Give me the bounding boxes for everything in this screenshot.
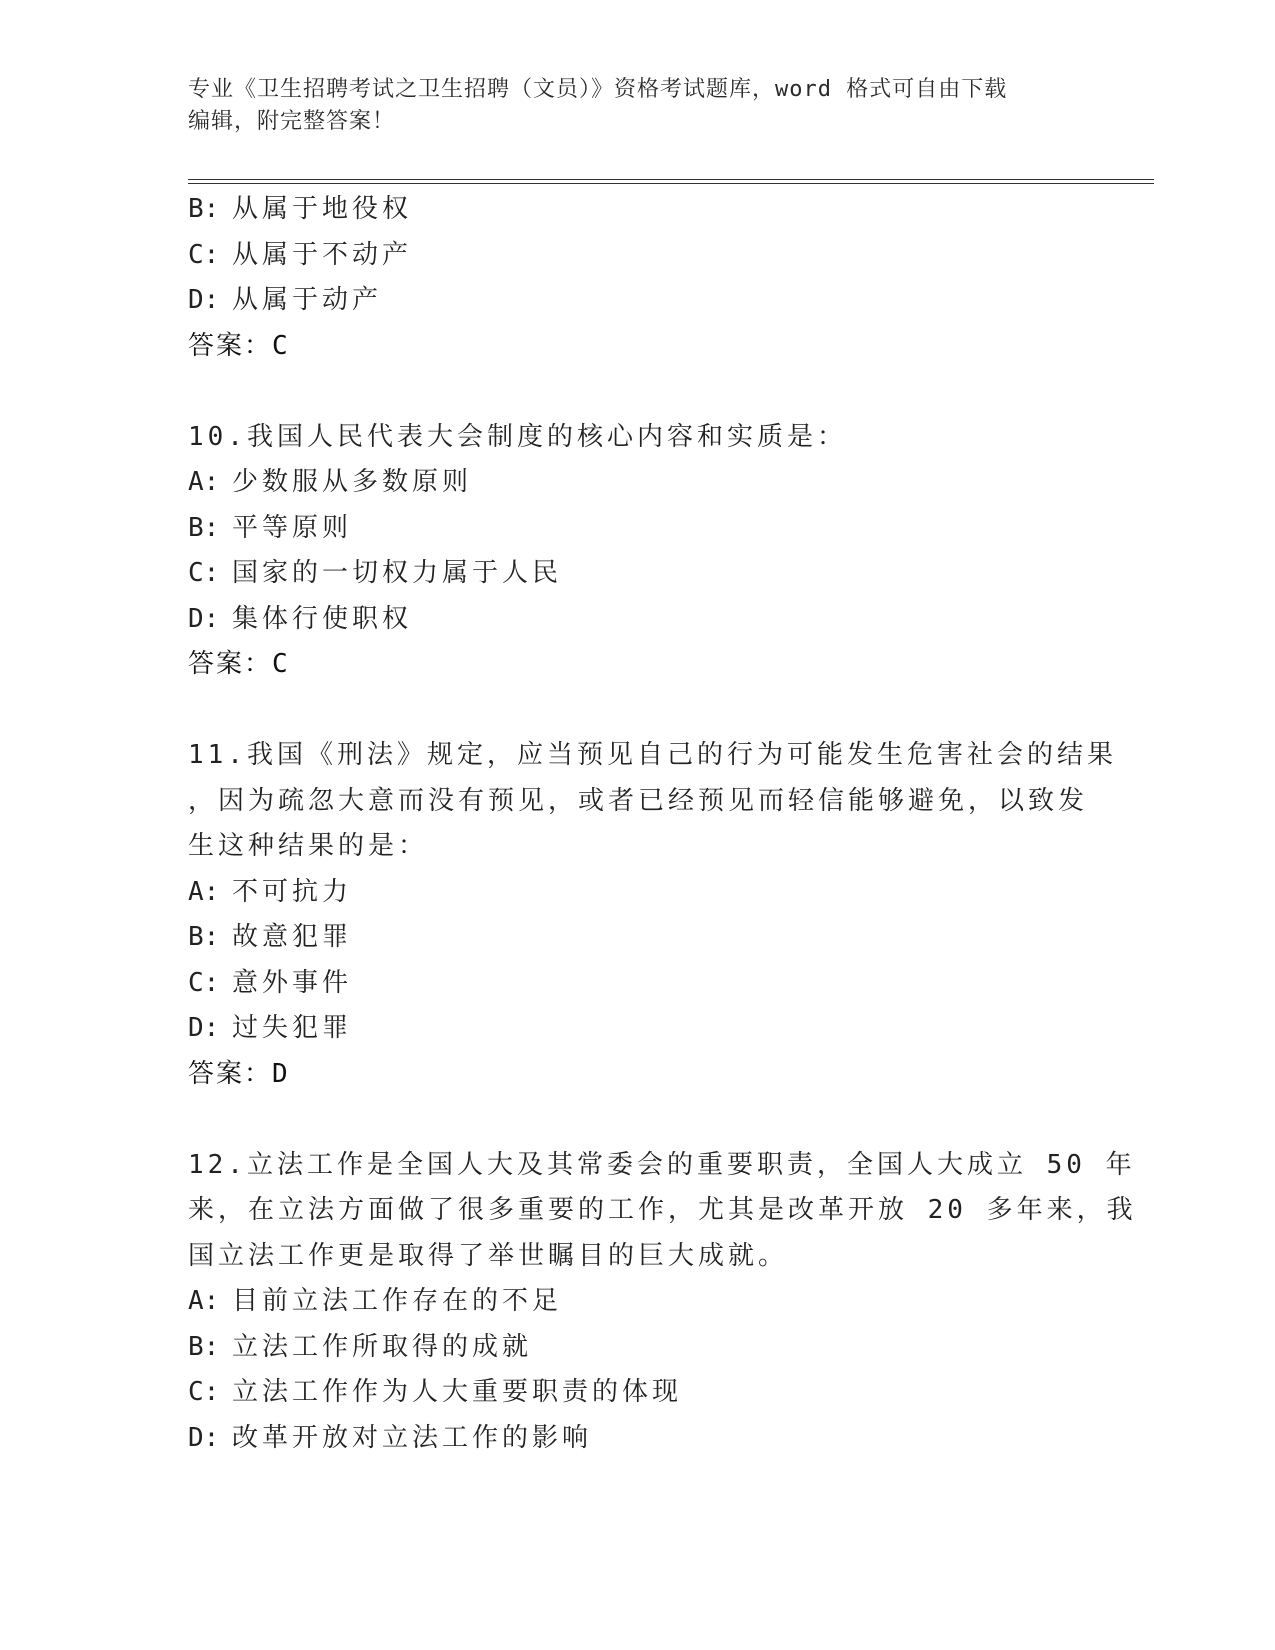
- option-a: [188, 1279, 1088, 1325]
- option-c: [188, 233, 1088, 279]
- option-letter: A:: [188, 467, 220, 497]
- header-rule-top: [188, 179, 1154, 180]
- option-b: [188, 506, 1088, 552]
- spacer: [188, 688, 1088, 734]
- option-letter: D:: [188, 285, 220, 315]
- option-text: 故意犯罪: [232, 922, 353, 952]
- option-letter: B:: [188, 922, 220, 952]
- option-text: 从属于地役权: [232, 194, 413, 224]
- option-c: [188, 1370, 1088, 1416]
- option-letter: C:: [188, 558, 220, 588]
- option-text: 意外事件: [232, 967, 353, 998]
- answer-line: 答案：C: [188, 649, 290, 679]
- option-text: 少数服从多数原则: [232, 467, 473, 497]
- header-line-1: 专业《卫生招聘考试之卫生招聘（文员）》资格考试题库，word 格式可自由下载: [188, 77, 1008, 102]
- option-letter: D:: [188, 1013, 220, 1043]
- header-line-2: 编辑，附完整答案！: [188, 109, 396, 134]
- answer-line: 答案：D: [188, 1058, 290, 1089]
- question-11-stem-line-2: ，因为疏忽大意而没有预见，或者已经预见而轻信能够避免，以致发: [188, 785, 1089, 816]
- option-letter: D:: [188, 603, 220, 634]
- option-text: 立法工作作为人大重要职责的体现: [232, 1377, 683, 1407]
- option-c: [188, 961, 1088, 1007]
- document-header: [188, 74, 1088, 138]
- option-letter: C:: [188, 239, 220, 270]
- question-list: [188, 187, 1137, 1461]
- option-letter: C:: [188, 1377, 220, 1407]
- question-11-stem-line-3: 生这种结果的是：: [188, 831, 429, 861]
- option-c: [188, 551, 1088, 597]
- option-letter: B:: [188, 194, 220, 224]
- question-12-stem-line-2: 来，在立法方面做了很多重要的工作，尤其是改革开放 20 多年来，我: [188, 1195, 1137, 1225]
- question-12-stem-line-3: 国立法工作更是取得了举世瞩目的巨大成就。: [188, 1240, 789, 1271]
- option-a: [188, 870, 1088, 916]
- option-b: [188, 915, 1088, 961]
- option-text: 国家的一切权力属于人民: [232, 558, 563, 588]
- option-letter: D:: [188, 1422, 220, 1453]
- option-letter: C:: [188, 967, 220, 998]
- option-letter: B:: [188, 512, 220, 543]
- option-text: 目前立法工作存在的不足: [232, 1286, 563, 1316]
- option-text: 立法工作所取得的成就: [232, 1331, 533, 1362]
- option-text: 从属于动产: [232, 285, 383, 315]
- question-12-stem-line-1: 12.立法工作是全国人大及其常委会的重要职责，全国人大成立 50 年: [188, 1149, 1136, 1180]
- option-a: [188, 460, 1088, 506]
- option-text: 从属于不动产: [232, 239, 413, 270]
- option-letter: A:: [188, 1286, 220, 1316]
- option-d: [188, 597, 1088, 643]
- option-d: [188, 1006, 1088, 1052]
- option-text: 过失犯罪: [232, 1013, 353, 1043]
- option-letter: B:: [188, 1331, 220, 1362]
- option-letter: A:: [188, 876, 220, 907]
- option-text: 不可抗力: [232, 876, 353, 907]
- option-b: [188, 1325, 1088, 1371]
- spacer: [188, 1097, 1088, 1143]
- option-d: [188, 278, 1088, 324]
- spacer: [188, 369, 1088, 415]
- option-text: 改革开放对立法工作的影响: [232, 1422, 593, 1453]
- option-text: 集体行使职权: [232, 603, 413, 634]
- option-b: [188, 187, 1088, 233]
- answer-line: 答案：C: [188, 330, 290, 361]
- option-text: 平等原则: [232, 512, 353, 543]
- question-10-stem: 10.我国人民代表大会制度的核心内容和实质是：: [188, 421, 847, 452]
- question-11-stem-line-1: 11.我国《刑法》规定，应当预见自己的行为可能发生危害社会的结果: [188, 740, 1117, 770]
- option-d: [188, 1416, 1088, 1462]
- header-rule-bottom: [188, 183, 1154, 184]
